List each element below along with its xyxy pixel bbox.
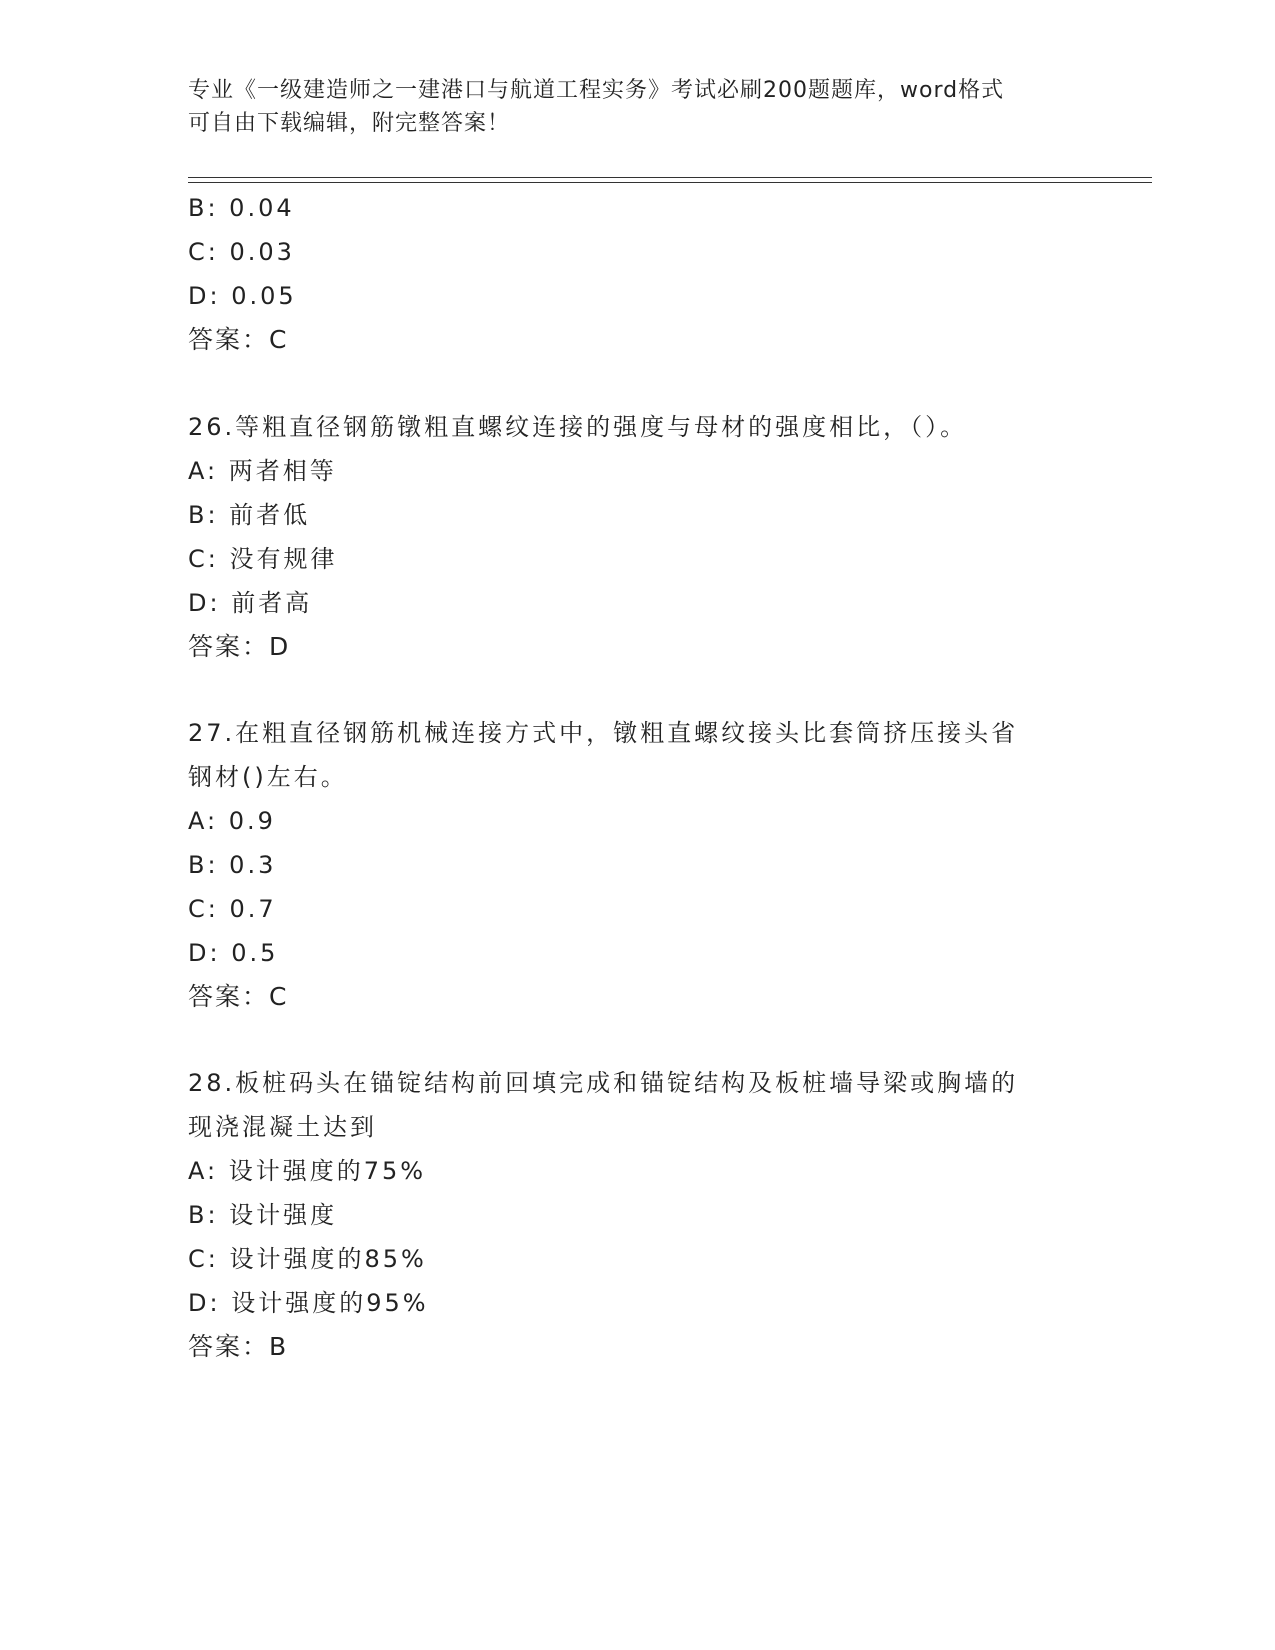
q26-answer: 答案：D [188, 632, 291, 661]
q25-option-d: D: 0.05 [188, 282, 297, 310]
q27-option-b: B: 0.3 [188, 851, 277, 879]
q27-option-d: D: 0.5 [188, 939, 279, 967]
q28-answer: 答案：B [188, 1332, 289, 1361]
q28-option-b: B: 设计强度 [188, 1201, 338, 1229]
q26-option-d: D: 前者高 [188, 589, 313, 617]
q27-option-c: C: 0.7 [188, 895, 277, 923]
q28-option-c: C: 设计强度的85% [188, 1245, 427, 1273]
q27-answer: 答案：C [188, 982, 289, 1011]
q25-answer: 答案：C [188, 325, 289, 354]
header-divider-top [188, 177, 1152, 178]
q27-option-a: A: 0.9 [188, 807, 276, 835]
q28-question-line-1: 28.板桩码头在锚锭结构前回填完成和锚锭结构及板桩墙导梁或胸墙的 [188, 1069, 1019, 1097]
q28-option-a: A: 设计强度的75% [188, 1157, 427, 1185]
q26-option-c: C: 没有规律 [188, 545, 338, 573]
q26-question: 26.等粗直径钢筋镦粗直螺纹连接的强度与母材的强度相比，（）。 [188, 413, 968, 441]
page-header [188, 74, 1088, 140]
q25-option-c: C: 0.03 [188, 238, 295, 266]
q25-option-b: B: 0.04 [188, 194, 295, 222]
q26-option-a: A: 两者相等 [188, 457, 337, 485]
q27-question-line-1: 27.在粗直径钢筋机械连接方式中，镦粗直螺纹接头比套筒挤压接头省 [188, 719, 1019, 747]
header-line-1: 专业《一级建造师之一建港口与航道工程实务》考试必刷200题题库，word格式 [188, 78, 1005, 103]
header-line-2: 可自由下载编辑，附完整答案！ [188, 111, 511, 136]
q26-option-b: B: 前者低 [188, 501, 311, 529]
q28-option-d: D: 设计强度的95% [188, 1289, 429, 1317]
q28-question-line-2: 现浇混凝土达到 [188, 1113, 377, 1141]
header-divider-bottom [188, 182, 1152, 183]
q27-question-line-2: 钢材()左右。 [188, 763, 348, 791]
